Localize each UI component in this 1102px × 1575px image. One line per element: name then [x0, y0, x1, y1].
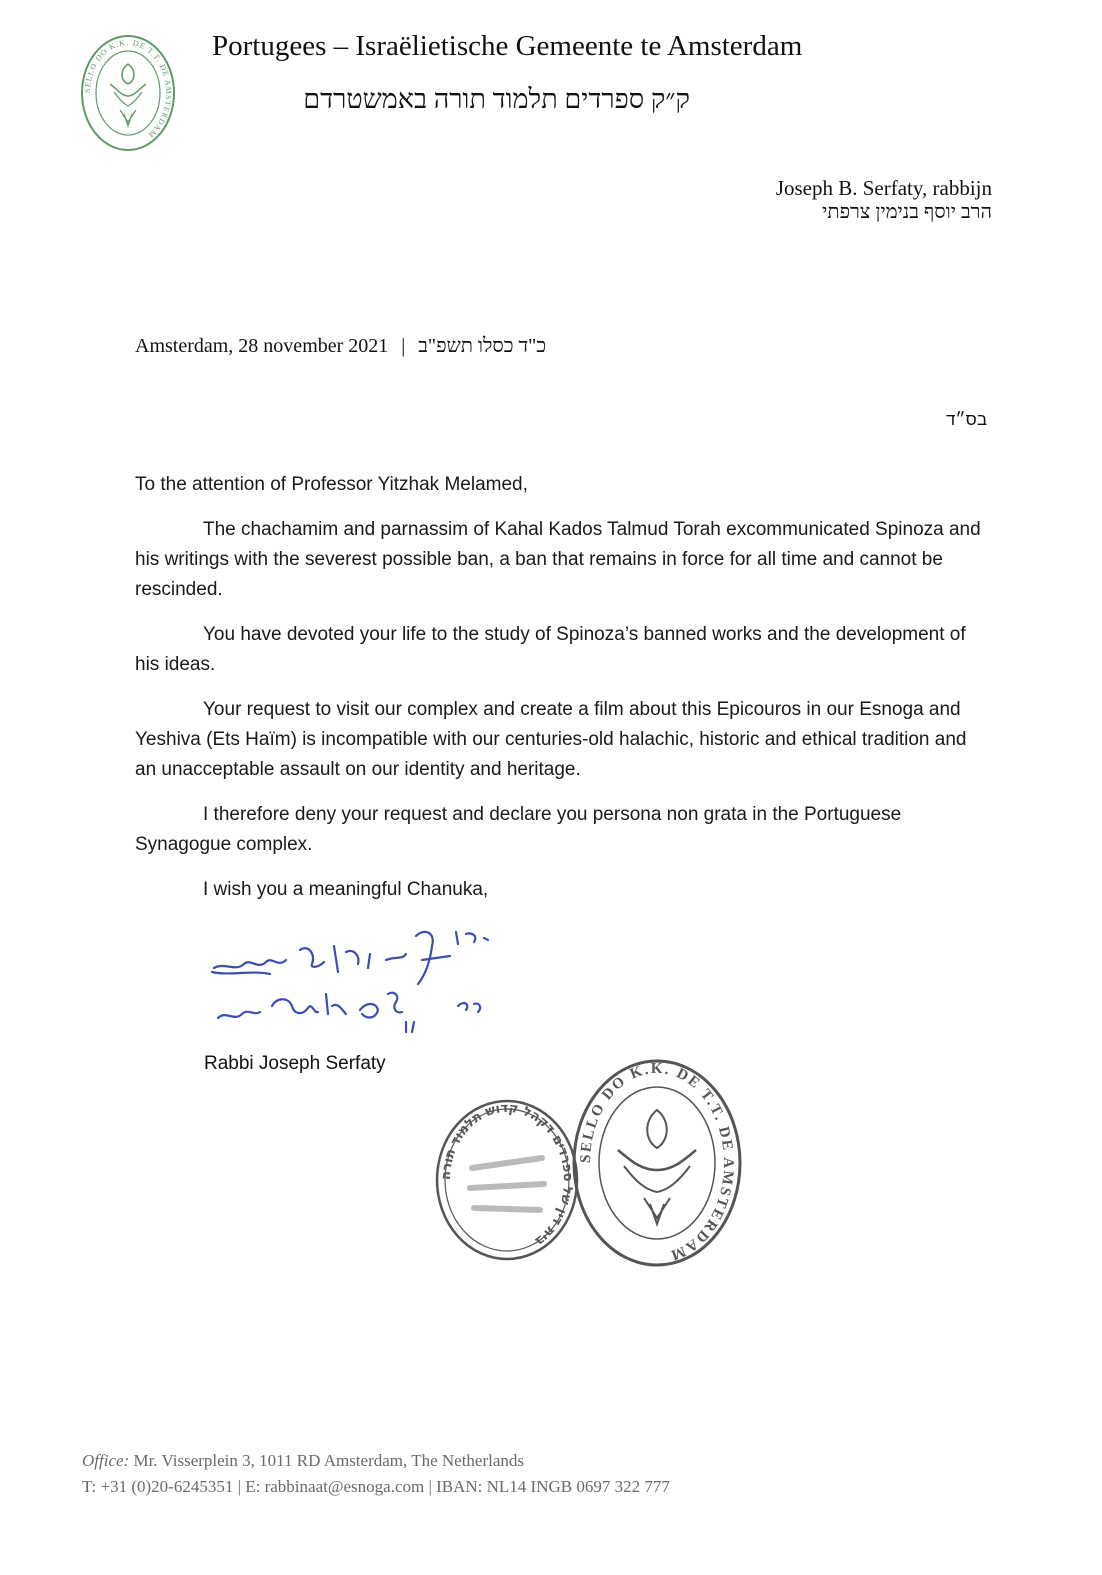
- stamp-right-text: SELLO DO K.K. DE T.T. DE AMSTERDAM: [577, 1060, 737, 1264]
- paragraph-denial: I therefore deny your request and declare you persona non grata in the Portuguese Synagogue complex.: [135, 804, 902, 855]
- paragraph-devotion: You have devoted your life to the study of Spinoza’s banned works and the development of his ideas.: [135, 624, 966, 675]
- date-separator: |: [401, 335, 406, 357]
- hebrew-date: כ"ד כסלו תשפ"ב: [418, 335, 547, 357]
- office-address: Mr. Visserplein 3, 1011 RD Amsterdam, The Netherlands: [133, 1451, 525, 1470]
- paragraph-request: Your request to visit our complex and create a film about this Epicouros in our Esnoga and Yeshiva (Ets Haïm) is incompatible with our centuries-old halachic, historic and ethical tradition and an unacceptable assault on our identity and heritage.: [135, 699, 967, 780]
- organization-name: Portugees – Israëlietische Gemeente te Amsterdam: [212, 30, 803, 62]
- organization-name-hebrew: ק״ק ספרדים תלמוד תורה באמשטרדם: [303, 84, 690, 114]
- date-line: [135, 335, 546, 358]
- community-seal-stamp: [570, 1058, 745, 1268]
- paragraph-ban: The chachamim and parnassim of Kahal Kados Talmud Torah excommunicated Spinoza and his writings with the severest possible ban, a ban that remains in force for all time and cannot be rescinded.: [135, 519, 981, 600]
- signed-name: Rabbi Joseph Serfaty: [204, 1053, 386, 1074]
- rabbi-name: Joseph B. Serfaty, rabbijn: [775, 176, 992, 200]
- besiyata-dishmaya-mark: בס״ד: [946, 410, 987, 429]
- rabbi-name-hebrew: הרב יוסף בנימין צרפתי: [822, 201, 992, 223]
- place-date: Amsterdam, 28 november 2021: [135, 335, 389, 357]
- svg-text:SELLO DO K.K. DE T.T. DE AMSTE: [578, 1061, 736, 1264]
- footer: [82, 1448, 670, 1500]
- logo-seal-text: SELLO DO K.K. DE T.T. DE AMSTERDAM: [82, 37, 174, 140]
- salutation: To the attention of Professor Yitzhak Melamed,: [135, 474, 528, 495]
- stamp-left-text: בית דין של ספרדים דקהל קדוש תלמוד תורה: [438, 1100, 576, 1249]
- footer-office-line: [82, 1448, 670, 1474]
- handwritten-signature: [200, 910, 500, 1040]
- closing: I wish you a meaningful Chanuka,: [203, 879, 489, 900]
- community-seal-logo: [80, 34, 176, 152]
- footer-contact-line: T: +31 (0)20-6245351 | E: rabbinaat@esnoga.com | IBAN: NL14 INGB 0697 322 777: [82, 1477, 670, 1496]
- letter-body: [135, 470, 985, 920]
- rabbinical-court-stamp: [432, 1098, 582, 1263]
- office-label: Office:: [82, 1451, 130, 1470]
